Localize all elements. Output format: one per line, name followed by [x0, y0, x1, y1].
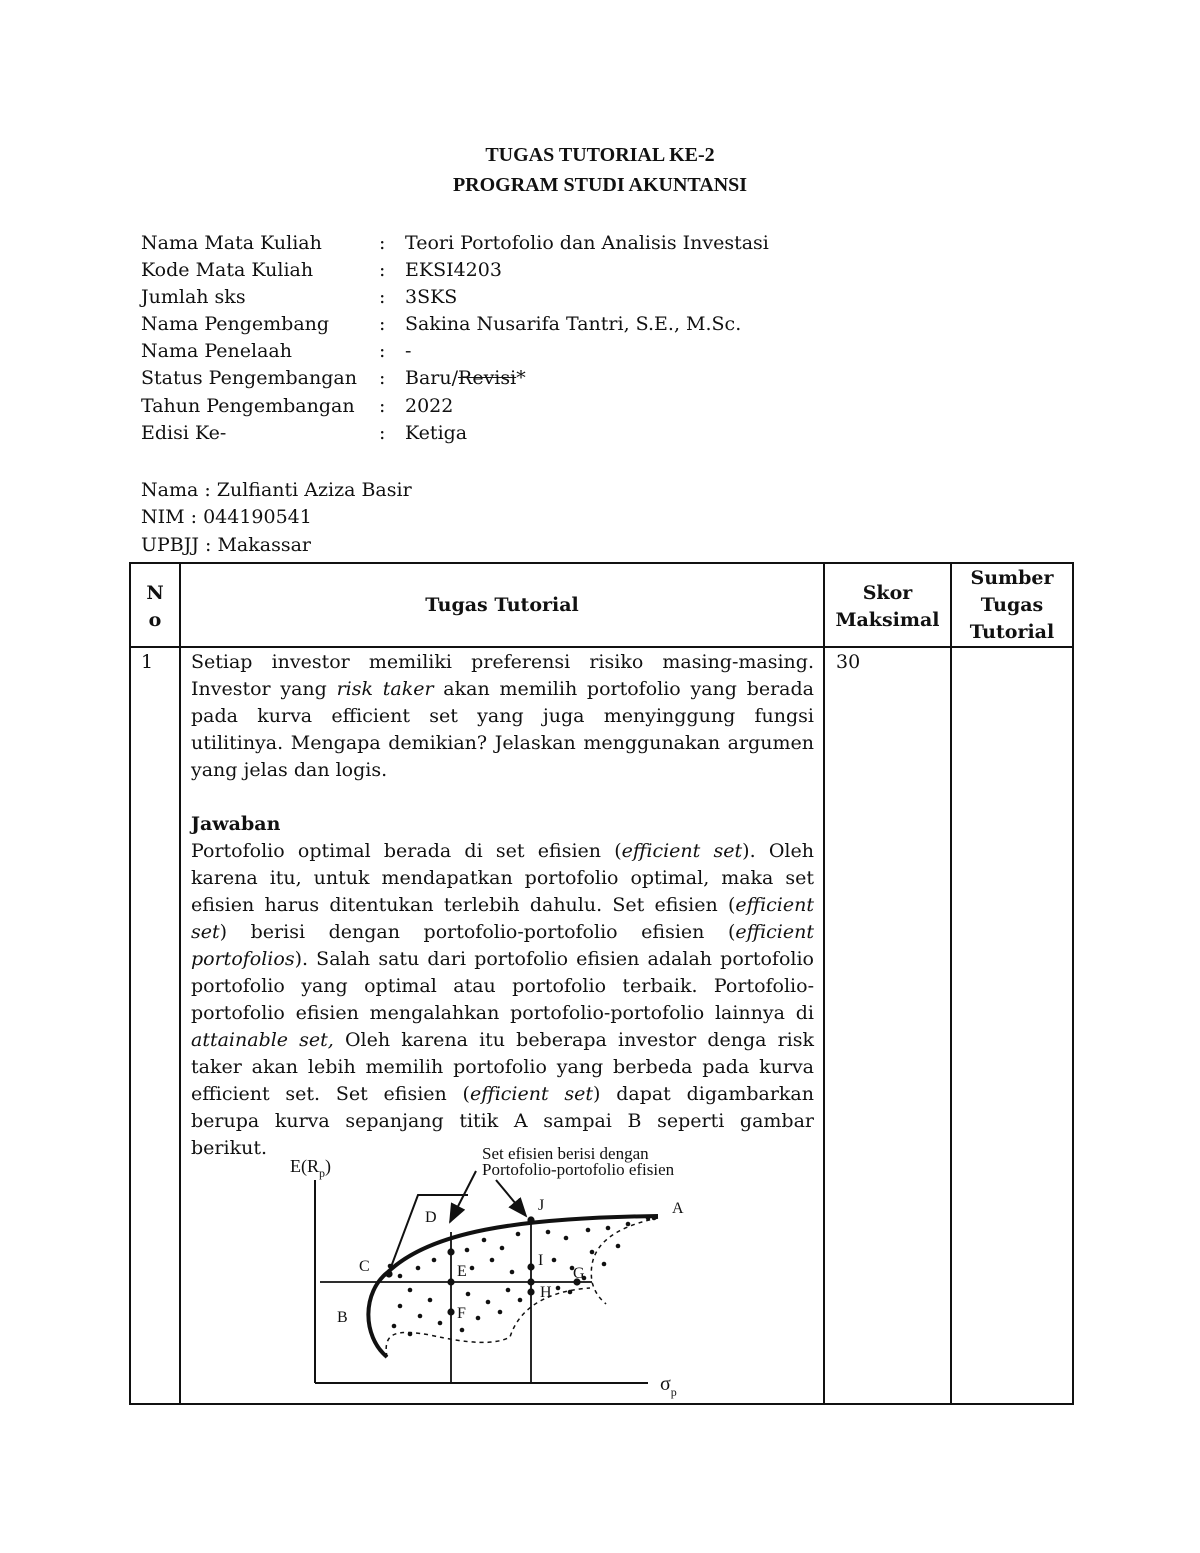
answer-part: ). Salah satu dari portofolio efisien adalah portofolio portofolio yang optimal atau portofolio terbaik. Portofolio-portofolio efisien mengalahkan portofolio-portofolio lainnya di: [191, 948, 814, 1024]
info-value: Ketiga: [405, 422, 468, 444]
info-label: Nama Mata Kuliah: [141, 232, 322, 254]
program-title: PROGRAM STUDI AKUNTANSI: [452, 174, 748, 196]
table-col-divider: [823, 562, 825, 1405]
header-no-line: o: [148, 609, 162, 631]
header-task: Tugas Tutorial: [425, 594, 579, 616]
info-label: Nama Pengembang: [141, 313, 330, 335]
info-value: Sakina Nusarifa Tantri, S.E., M.Sc.: [405, 313, 742, 335]
row-number: 1: [141, 651, 154, 673]
efficient-set-figure: [270, 1140, 750, 1402]
info-value: Teori Portofolio dan Analisis Investasi: [405, 232, 769, 254]
info-label: Nama Penelaah: [141, 340, 292, 362]
info-colon: :: [379, 422, 386, 444]
attainable-boundary-right: [591, 1218, 658, 1304]
answer-text: [191, 838, 814, 1162]
point-label-c: C: [359, 1258, 370, 1275]
callout-arrow-j: [496, 1180, 526, 1216]
header-score: [825, 580, 950, 634]
point-label-i: I: [538, 1252, 544, 1269]
header-score-line: Maksimal: [835, 609, 940, 631]
table-col-divider: [950, 562, 952, 1405]
header-score-line: Skor: [862, 582, 913, 604]
callout-line-1: Set efisien berisi dengan: [482, 1144, 649, 1163]
info-colon: :: [379, 395, 386, 417]
table-col-divider: [179, 562, 181, 1405]
point-label-e: E: [457, 1263, 467, 1280]
row-score: 30: [836, 651, 861, 673]
question-emphasis: risk taker: [336, 678, 434, 700]
header-source-line: Sumber: [970, 567, 1054, 589]
portfolio-dots: [385, 1216, 656, 1337]
header-source-line: Tutorial: [969, 621, 1055, 643]
point-label-b: B: [337, 1309, 348, 1326]
point-label-j: J: [538, 1197, 545, 1214]
answer-part: Oleh karena itu beberapa investor denga risk taker akan lebih memilih portofolio yang berbeda pada kurva efficient set. Set efisien (: [191, 1029, 814, 1105]
answer-emphasis: efficient set: [191, 894, 814, 943]
status-revision-struck: Revisi: [458, 367, 517, 389]
info-value: 3SKS: [405, 286, 458, 308]
info-label: Jumlah sks: [141, 286, 246, 308]
student-name: Nama : Zulfianti Aziza Basir: [141, 479, 412, 501]
info-label: Kode Mata Kuliah: [141, 259, 314, 281]
status-new: Baru/: [405, 367, 459, 389]
student-upbjj: UPBJJ : Makassar: [141, 534, 312, 556]
info-value: -: [405, 340, 412, 362]
info-colon: :: [379, 367, 386, 389]
info-colon: :: [379, 286, 386, 308]
info-colon: :: [379, 259, 386, 281]
document-title: TUGAS TUTORIAL KE-2: [485, 144, 715, 166]
question-part: Setiap investor memiliki preferensi risiko masing-masing. Investor yang: [191, 651, 814, 700]
info-colon: :: [379, 313, 386, 335]
answer-emphasis: efficient set: [469, 1083, 594, 1105]
info-value: 2022: [405, 395, 454, 417]
info-value: [405, 365, 526, 392]
info-value: EKSI4203: [405, 259, 502, 281]
answer-part: ) dapat digambarkan berupa kurva sepanjang titik A sampai B seperti gambar berikut.: [191, 1083, 814, 1159]
table-border-right: [1072, 562, 1074, 1405]
status-asterisk: *: [516, 367, 526, 389]
table-border-bottom: [129, 1403, 1074, 1405]
point-label-g: G: [573, 1265, 585, 1282]
info-label: Tahun Pengembangan: [141, 395, 355, 417]
x-axis-label: $\sigma_p$: [660, 1373, 677, 1399]
answer-part: ). Oleh karena itu, untuk mendapatkan portofolio optimal, maka set efisien harus ditentukan terlebih dahulu. Set efisien (: [191, 840, 814, 916]
header-no: [131, 580, 179, 634]
point-label-h: H: [540, 1284, 552, 1301]
answer-emphasis: efficient portofolios: [191, 921, 814, 970]
callout-arrow-d: [450, 1171, 476, 1222]
y-axis-label: $E(R_p)$: [290, 1156, 331, 1180]
answer-part: Portofolio optimal berada di set efisien (: [191, 840, 622, 862]
info-colon: :: [379, 232, 386, 254]
student-nim: NIM : 044190541: [141, 506, 312, 528]
callout-line-2: Portofolio-portofolio efisien: [482, 1160, 675, 1179]
answer-title: Jawaban: [191, 813, 281, 835]
question-part: akan memilih portofolio yang berada pada kurva efficient set yang juga menyinggung fungsi utilitinya. Mengapa demikian? Jelaskan menggunakan argumen yang jelas dan logis.: [191, 678, 814, 781]
point-label-d: D: [425, 1209, 437, 1226]
table-border-left: [129, 562, 131, 1405]
answer-emphasis: efficient set: [621, 840, 743, 862]
answer-part: ) berisi dengan portofolio-portofolio efisien (: [219, 921, 736, 943]
table-header-divider: [129, 646, 1074, 648]
question-text: [191, 649, 814, 784]
header-source-line: Tugas: [980, 594, 1044, 616]
attainable-boundary-bottom: [386, 1288, 590, 1357]
header-no-line: N: [146, 582, 164, 604]
point-label-a: A: [672, 1200, 684, 1217]
info-colon: :: [379, 340, 386, 362]
efficient-frontier-curve: [368, 1216, 658, 1357]
info-label: Status Pengembangan: [141, 367, 357, 389]
header-source: [952, 565, 1072, 646]
answer-emphasis: attainable set,: [191, 1029, 334, 1051]
info-label: Edisi Ke-: [141, 422, 227, 444]
table-border-top: [129, 562, 1074, 564]
point-label-f: F: [457, 1305, 466, 1322]
